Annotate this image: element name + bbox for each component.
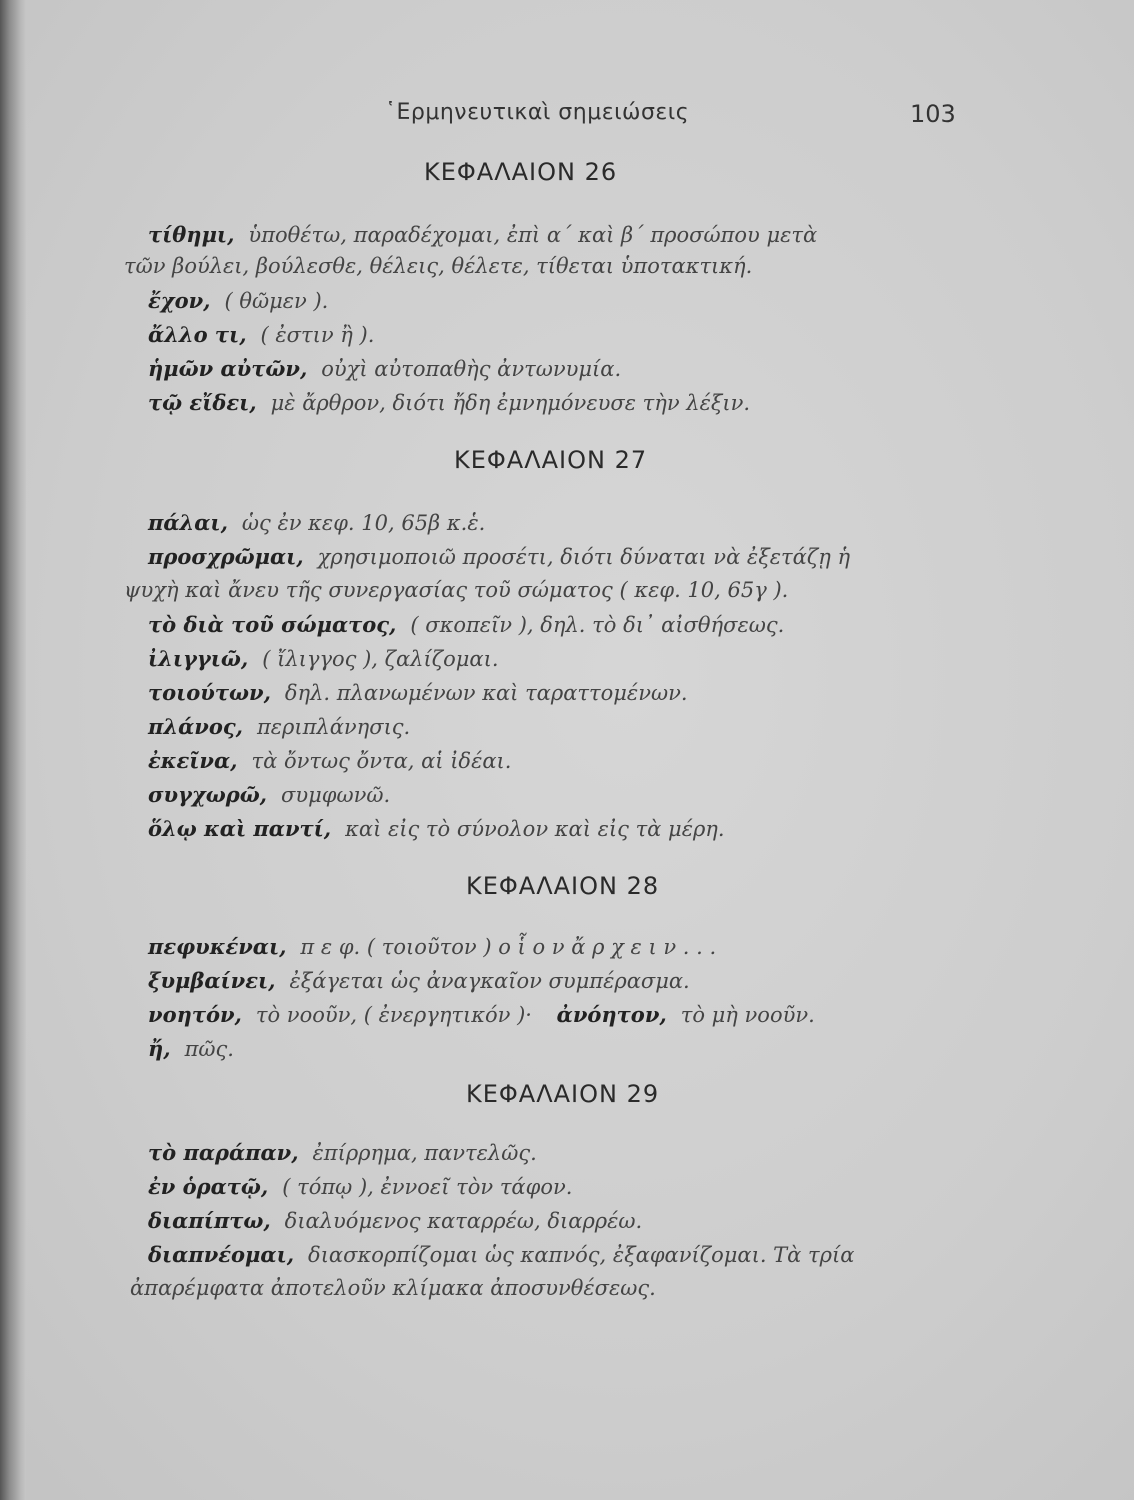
gloss-line — [148, 970, 690, 992]
running-title: ῾Ερμηνευτικαὶ σημειώσεις — [385, 100, 690, 125]
gloss: ( σκοπεῖν ), δηλ. τὸ δι᾽ αἰσθήσεως. — [410, 613, 785, 637]
chapter-heading: ΚΕΦΑΛΑΙΟΝ 27 — [454, 446, 648, 474]
gloss: ἐξάγεται ὡς ἀναγκαῖον συμπέρασμα. — [289, 969, 690, 993]
gloss: πῶς. — [184, 1037, 234, 1061]
chapter-heading: ΚΕΦΑΛΑΙΟΝ 29 — [466, 1080, 660, 1108]
gloss-line — [148, 1038, 234, 1060]
gloss-line — [148, 1244, 854, 1266]
lemma: προσχρῶμαι, — [148, 544, 304, 569]
gloss-line — [148, 512, 485, 534]
page-number: 103 — [910, 100, 956, 128]
lemma: ἰλιγγιῶ, — [148, 646, 249, 671]
gloss: π ε φ. ( τοιοῦτον ) ο ἷ ο ν ἄ ρ χ ε ι ν . . . — [300, 935, 717, 959]
gloss: καὶ εἰς τὸ σύνολον καὶ εἰς τὰ μέρη. — [345, 817, 725, 841]
gloss-line — [148, 750, 511, 772]
gloss-line — [148, 784, 390, 806]
gloss-continuation — [124, 580, 788, 601]
gloss-line — [148, 358, 621, 380]
lemma: τὸ διὰ τοῦ σώματος, — [148, 612, 397, 637]
gloss: περιπλάνησις. — [256, 715, 411, 739]
gloss: διαλυόμενος καταρρέω, διαρρέω. — [284, 1209, 643, 1233]
gloss: διασκορπίζομαι ὡς καπνός, ἐξαφανίζομαι. Τὰ τρία — [308, 1243, 855, 1267]
lemma: τὸ παράπαν, — [148, 1140, 299, 1165]
gloss-line — [148, 546, 850, 568]
gloss: ὡς ἐν κεφ. 10, 65β κ.ἑ. — [241, 511, 486, 535]
lemma: ἡμῶν αὐτῶν, — [148, 356, 308, 381]
chapter-heading: ΚΕΦΑΛΑΙΟΝ 26 — [424, 158, 618, 186]
gloss-line — [148, 818, 725, 840]
lemma: ἄλλο τι, — [148, 322, 247, 347]
gloss: μὲ ἄρθρον, διότι ἤδη ἐμνημόνευσε τὴν λέξιν. — [270, 391, 751, 415]
gloss: τὸ νοοῦν, ( ἐνεργητικόν )· — [255, 1003, 532, 1027]
lemma: διαπίπτω, — [148, 1208, 271, 1233]
gloss: ἀπαρέμφατα ἀποτελοῦν κλίμακα ἀποσυνθέσεως. — [130, 1276, 656, 1300]
gloss-line — [148, 224, 817, 246]
lemma: τοιούτων, — [148, 680, 271, 705]
gloss: τὰ ὄντως ὄντα, αἱ ἰδέαι. — [251, 749, 512, 773]
gloss: ὑποθέτω, παραδέχομαι, ἐπὶ α΄ καὶ β΄ προσώπου μετὰ — [248, 223, 818, 247]
lemma: ξυμβαίνει, — [148, 968, 276, 993]
lemma: ἤ, — [148, 1036, 171, 1061]
gloss: τῶν βούλει, βούλεσθε, θέλεις, θέλετε, τίθεται ὑποτακτική. — [124, 254, 753, 278]
gloss: ( θῶμεν ). — [224, 289, 329, 313]
gloss-secondary: τὸ μὴ νοοῦν. — [680, 1003, 815, 1027]
lemma: διαπνέομαι, — [148, 1242, 295, 1267]
lemma: νοητόν, — [148, 1002, 242, 1027]
gloss: δηλ. πλανωμένων καὶ ταραττομένων. — [284, 681, 688, 705]
gloss: ψυχὴ καὶ ἄνευ τῆς συνεργασίας τοῦ σώματος ( κεφ. 10, 65γ ). — [124, 578, 789, 602]
gloss: ( τόπῳ ), ἐννοεῖ τὸν τάφον. — [282, 1175, 573, 1199]
gloss-line — [148, 1210, 642, 1232]
lemma: πλάνος, — [148, 714, 243, 739]
chapter-heading: ΚΕΦΑΛΑΙΟΝ 28 — [466, 872, 660, 900]
gloss-line — [148, 1142, 537, 1164]
lemma: τίθημι, — [148, 222, 235, 247]
lemma: πεφυκέναι, — [148, 934, 287, 959]
lemma: τῷ εἴδει, — [148, 390, 257, 415]
lemma: πάλαι, — [148, 510, 228, 535]
gloss: ( ἴλιγγος ), ζαλίζομαι. — [262, 647, 499, 671]
gloss: χρησιμοποιῶ προσέτι, διότι δύναται νὰ ἐξετάζῃ ἡ — [317, 545, 851, 569]
lemma-secondary: ἀνόητον, — [556, 1002, 667, 1027]
gloss-line — [148, 936, 716, 958]
gloss-continuation — [130, 1278, 656, 1299]
gloss-line — [148, 1004, 815, 1026]
gloss-line — [148, 648, 499, 670]
gloss: ἐπίρρημα, παντελῶς. — [312, 1141, 537, 1165]
gloss-line — [148, 290, 328, 312]
lemma: ἐκεῖνα, — [148, 748, 238, 773]
lemma: ὅλῳ καὶ παντί, — [148, 816, 332, 841]
lemma: συγχωρῶ, — [148, 782, 267, 807]
lemma: ἐν ὁρατῷ, — [148, 1174, 269, 1199]
gloss-line — [148, 614, 784, 636]
gloss: ( ἐστιν ἢ ). — [260, 323, 375, 347]
gloss-line — [148, 682, 688, 704]
book-spine-shadow — [0, 0, 26, 1500]
gloss: οὐχὶ αὐτοπαθὴς ἀντωνυμία. — [321, 357, 622, 381]
gloss-line — [148, 716, 410, 738]
gloss-line — [148, 392, 750, 414]
gloss-continuation — [124, 256, 752, 277]
gloss-line — [148, 1176, 572, 1198]
gloss-line — [148, 324, 374, 346]
gloss: συμφωνῶ. — [281, 783, 391, 807]
lemma: ἔχον, — [148, 288, 211, 313]
